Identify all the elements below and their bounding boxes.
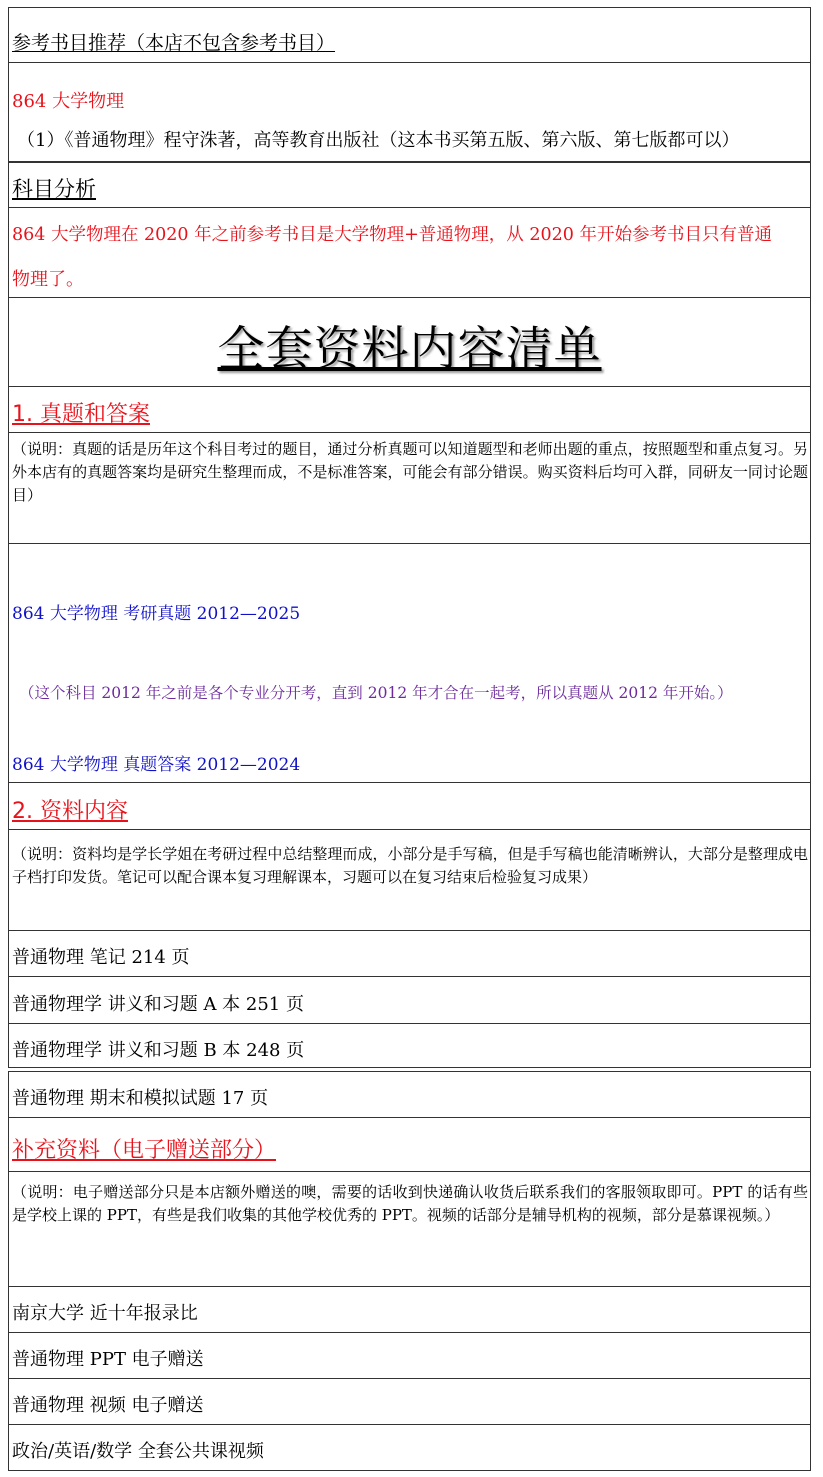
section3-note: （说明：电子赠送部分只是本店额外赠送的噢，需要的话收到快递确认收货后联系我们的客服领取即可。PPT 的话有些是学校上课的 PPT，有些是我们收集的其他学校优秀的 PPT。视频的话部分是辅导机构的视频，部分是慕课视频。） bbox=[12, 1183, 808, 1224]
exam-remark-line: （这个科目 2012 年之前是各个专业分开考，直到 2012 年才合在一起考，所以真题从 2012 年开始。） bbox=[19, 684, 733, 702]
main-title-row bbox=[8, 297, 811, 387]
analysis-line-2: 物理了。 bbox=[12, 269, 84, 290]
analysis-text-row bbox=[8, 207, 811, 298]
analysis-heading-row bbox=[8, 162, 811, 208]
section1-heading-row bbox=[8, 386, 811, 433]
section2-item-row bbox=[8, 1023, 811, 1068]
section2-item-row bbox=[8, 976, 811, 1024]
main-title: 全套资料内容清单 bbox=[217, 322, 602, 377]
books-subject: 864 大学物理 bbox=[12, 91, 125, 112]
books-item: （1）《普通物理》程守洙著，高等教育出版社（这本书买第五版、第六版、第七版都可以） bbox=[17, 130, 740, 151]
section3-item-row bbox=[8, 1424, 811, 1471]
exam-answers-line: 864 大学物理 真题答案 2012—2024 bbox=[12, 755, 301, 775]
section1-note: （说明：真题的话是历年这个科目考过的题目，通过分析真题可以知道题型和老师出题的重点，按照题型和重点复习。另外本店有的真题答案均是研究生整理而成，不是标准答案，可能会有部分错误。购买资料后均可入群，同研友一同讨论题目） bbox=[12, 440, 808, 504]
books-content-row bbox=[8, 62, 811, 162]
list-item: 普通物理 期末和模拟试题 17 页 bbox=[12, 1088, 269, 1109]
books-heading: 参考书目推荐（本店不包含参考书目） bbox=[12, 32, 336, 54]
section2-item-row bbox=[8, 930, 811, 977]
list-item: 南京大学 近十年报录比 bbox=[12, 1303, 198, 1324]
section3-note-row bbox=[8, 1171, 811, 1287]
section3-heading-row bbox=[8, 1117, 811, 1172]
list-item: 普通物理学 讲义和习题 A 本 251 页 bbox=[12, 994, 304, 1015]
list-item: 普通物理学 讲义和习题 B 本 248 页 bbox=[12, 1040, 305, 1061]
section2-note: （说明：资料均是学长学姐在考研过程中总结整理而成，小部分是手写稿，但是手写稿也能清晰辨认，大部分是整理成电子档打印发货。笔记可以配合课本复习理解课本，习题可以在复习结束后检验复习成果） bbox=[12, 845, 808, 886]
section1-heading: 1. 真题和答案 bbox=[12, 402, 150, 427]
list-item: 普通物理 笔记 214 页 bbox=[12, 947, 190, 968]
section2-item-row bbox=[8, 1071, 811, 1118]
analysis-heading: 科目分析 bbox=[12, 177, 96, 201]
section2-heading: 2. 资料内容 bbox=[12, 799, 128, 824]
section1-list-row bbox=[8, 543, 811, 783]
exam-papers-line: 864 大学物理 考研真题 2012—2025 bbox=[12, 604, 301, 624]
section2-heading-row bbox=[8, 782, 811, 830]
list-item: 普通物理 PPT 电子赠送 bbox=[12, 1349, 204, 1370]
analysis-line-1: 864 大学物理在 2020 年之前参考书目是大学物理+普通物理，从 2020 年开始参考书目只有普通 bbox=[12, 225, 772, 245]
section3-item-row bbox=[8, 1378, 811, 1425]
list-item: 政治/英语/数学 全套公共课视频 bbox=[12, 1441, 264, 1462]
books-heading-row bbox=[8, 7, 811, 63]
section3-heading: 补充资料（电子赠送部分） bbox=[12, 1138, 277, 1163]
section1-note-row bbox=[8, 432, 811, 544]
list-item: 普通物理 视频 电子赠送 bbox=[12, 1395, 204, 1416]
section3-item-row bbox=[8, 1332, 811, 1379]
section2-note-row bbox=[8, 829, 811, 931]
section3-item-row bbox=[8, 1286, 811, 1333]
